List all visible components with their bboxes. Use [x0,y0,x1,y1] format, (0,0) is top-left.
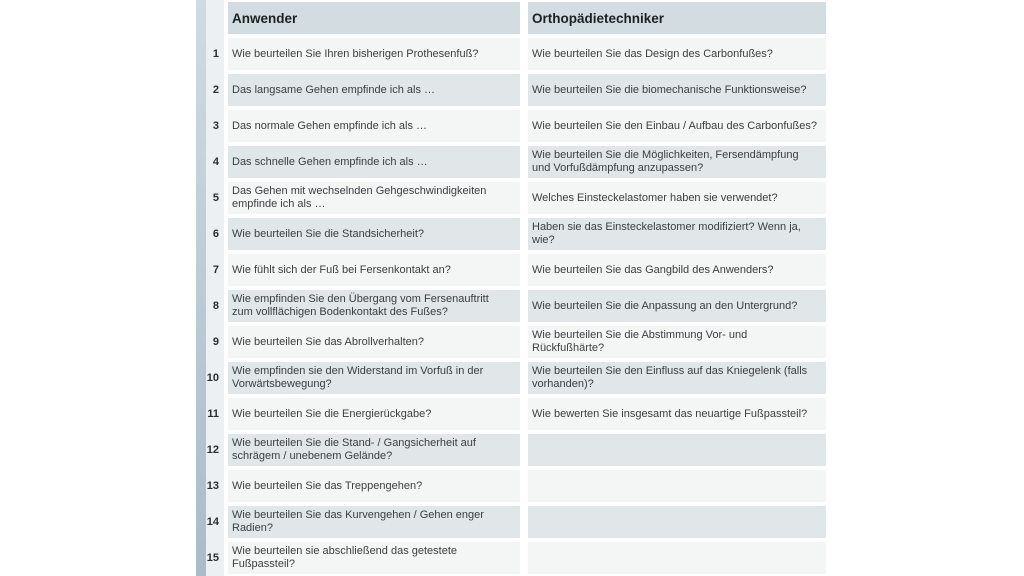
row-number: 1 [212,48,219,60]
table-row [196,362,826,394]
row-number: 11 [207,408,219,420]
techniker-cell: Wie beurteilen Sie die Abstimmung Vor- und Rückfußhärte? [528,326,826,358]
techniker-cell [528,470,826,502]
table-row [196,398,826,430]
anwender-cell: Das schnelle Gehen empfinde ich als … [228,146,520,178]
anwender-cell: Wie beurteilen sie abschließend das getestete Fußpassteil? [228,542,520,574]
table-row [196,146,826,178]
techniker-cell: Wie beurteilen Sie den Einfluss auf das Kniegelenk (falls vorhanden)? [528,362,826,394]
table-row [196,434,826,466]
techniker-cell: Wie bewerten Sie insgesamt das neuartige Fußpassteil? [528,398,826,430]
row-number: 3 [212,120,219,132]
techniker-cell [528,542,826,574]
techniker-cell [528,506,826,538]
table-row [196,182,826,214]
row-number: 6 [212,228,219,240]
row-number: 9 [212,336,219,348]
techniker-cell: Haben sie das Einsteckelastomer modifiziert? Wenn ja, wie? [528,218,826,250]
anwender-cell: Das langsame Gehen empfinde ich als … [228,74,520,106]
table-row [196,74,826,106]
anwender-cell: Wie beurteilen Sie die Standsicherheit? [228,218,520,250]
techniker-cell: Wie beurteilen Sie den Einbau / Aufbau des Carbonfußes? [528,110,826,142]
anwender-cell: Wie beurteilen Sie die Stand- / Gangsicherheit auf schrägem / unebenem Gelände? [228,434,520,466]
anwender-cell: Wie beurteilen Sie das Treppengehen? [228,470,520,502]
row-number: 4 [212,156,219,168]
row-number: 12 [206,444,219,456]
table-row [196,254,826,286]
techniker-cell: Wie beurteilen Sie die Anpassung an den Untergrund? [528,290,826,322]
table-row [196,218,826,250]
row-number: 13 [206,480,219,492]
column-header-orthopaedietechniker: Orthopädietechniker [528,2,826,34]
table-row [196,506,826,538]
anwender-cell: Wie beurteilen Sie das Kurvengehen / Gehen enger Radien? [228,506,520,538]
anwender-cell: Wie fühlt sich der Fuß bei Fersenkontakt an? [228,254,520,286]
table-row [196,542,826,574]
table-row [196,110,826,142]
techniker-cell: Wie beurteilen Sie das Gangbild des Anwenders? [528,254,826,286]
techniker-cell: Wie beurteilen Sie die biomechanische Funktionsweise? [528,74,826,106]
anwender-cell: Wie beurteilen Sie die Energierückgabe? [228,398,520,430]
row-number: 8 [212,300,219,312]
anwender-cell: Wie beurteilen Sie Ihren bisherigen Prothesenfuß? [228,38,520,70]
table-row [196,470,826,502]
anwender-cell: Das Gehen mit wechselnden Gehgeschwindigkeiten empfinde ich als … [228,182,520,214]
techniker-cell [528,434,826,466]
anwender-cell: Das normale Gehen empfinde ich als … [228,110,520,142]
anwender-cell: Wie empfinden Sie den Übergang vom Fersenauftritt zum vollflächigen Bodenkontakt des Fußes? [228,290,520,322]
table-row [196,290,826,322]
row-number: 5 [212,192,219,204]
column-header-anwender: Anwender [228,2,520,34]
anwender-cell: Wie empfinden sie den Widerstand im Vorfuß in der Vorwärtsbewegung? [228,362,520,394]
row-number: 15 [206,552,219,564]
techniker-cell: Wie beurteilen Sie das Design des Carbonfußes? [528,38,826,70]
row-number: 14 [206,516,219,528]
table-header-row [196,2,826,34]
techniker-cell: Wie beurteilen Sie die Möglichkeiten, Fersendämpfung und Vorfußdämpfung anzupassen? [528,146,826,178]
table-row [196,38,826,70]
row-number: 10 [206,372,219,384]
techniker-cell: Welches Einsteckelastomer haben sie verwendet? [528,182,826,214]
table-row [196,326,826,358]
row-number: 2 [212,84,219,96]
anwender-cell: Wie beurteilen Sie das Abrollverhalten? [228,326,520,358]
row-number: 7 [212,264,219,276]
